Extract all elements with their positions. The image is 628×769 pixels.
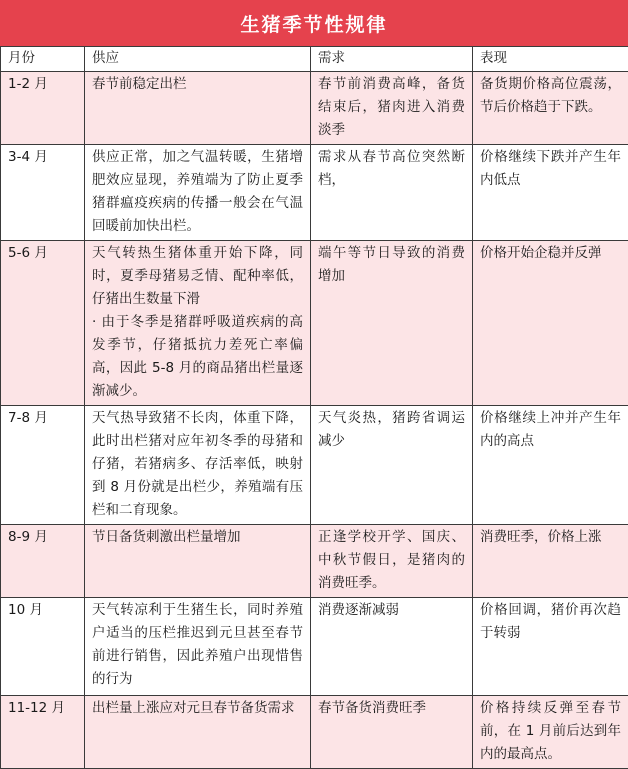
cell-demand: 正逢学校开学、国庆、中秋节假日，是猪肉的消费旺季。 [311,525,473,598]
cell-month: 10 月 [1,598,85,696]
cell-performance: 价格继续上冲并产生年内的高点 [473,406,628,525]
cell-demand: 春节前消费高峰，备货结束后，猪肉进入消费淡季 [311,72,473,145]
table-row [1,525,628,598]
cell-supply: 节日备货刺激出栏量增加 [85,525,311,598]
cell-supply: 春节前稳定出栏 [85,72,311,145]
header-row [1,47,628,72]
header-month: 月份 [1,47,85,72]
table-row [1,241,628,406]
cell-demand: 消费逐渐减弱 [311,598,473,696]
cell-month: 8-9 月 [1,525,85,598]
table-row [1,145,628,241]
cell-supply: 供应正常，加之气温转暖，生猪增肥效应显现，养殖端为了防止夏季猪群瘟疫疾病的传播一般会在气温回暖前加快出栏。 [85,145,311,241]
cell-supply [85,241,311,406]
table-row [1,598,628,696]
table-row [1,72,628,145]
seasonality-table [0,46,628,769]
cell-performance: 消费旺季，价格上涨 [473,525,628,598]
cell-month: 1-2 月 [1,72,85,145]
cell-demand: 端午等节日导致的消费增加 [311,241,473,406]
table-title: 生猪季节性规律 [240,10,387,37]
supply-note: · 由于冬季是猪群呼吸道疾病的高发季节，仔猪抵抗力差死亡率偏高，因此 5-8 月的商品猪出栏量逐渐减少。 [92,311,303,403]
cell-performance: 价格开始企稳并反弹 [473,241,628,406]
cell-demand: 需求从春节高位突然断档， [311,145,473,241]
header-performance: 表现 [473,47,628,72]
cell-performance: 价格继续下跌并产生年内低点 [473,145,628,241]
cell-demand: 天气炎热，猪跨省调运减少 [311,406,473,525]
header-supply: 供应 [85,47,311,72]
cell-month: 3-4 月 [1,145,85,241]
cell-supply: 出栏量上涨应对元旦春节备货需求 [85,696,311,769]
cell-performance: 价格回调，猪价再次趋于转弱 [473,598,628,696]
table-row [1,696,628,769]
cell-performance: 备货期价格高位震荡，节后价格趋于下跌。 [473,72,628,145]
cell-month: 5-6 月 [1,241,85,406]
header-demand: 需求 [311,47,473,72]
cell-supply: 天气转凉利于生猪生长，同时养殖户适当的压栏推迟到元旦甚至春节前进行销售，因此养殖户出现惜售的行为 [85,598,311,696]
cell-month: 11-12 月 [1,696,85,769]
supply-text: 天气转热生猪体重开始下降，同时，夏季母猪易乏情、配种率低，仔猪出生数量下滑 [92,242,303,311]
cell-month: 7-8 月 [1,406,85,525]
cell-demand: 春节备货消费旺季 [311,696,473,769]
cell-performance: 价格持续反弹至春节前，在 1 月前后达到年内的最高点。 [473,696,628,769]
cell-supply: 天气热导致猪不长肉，体重下降，此时出栏猪对应年初冬季的母猪和仔猪，若猪病多、存活率低，映射到 8 月份就是出栏少，养殖端有压栏和二育现象。 [85,406,311,525]
table-row [1,406,628,525]
title-bar [0,0,628,46]
